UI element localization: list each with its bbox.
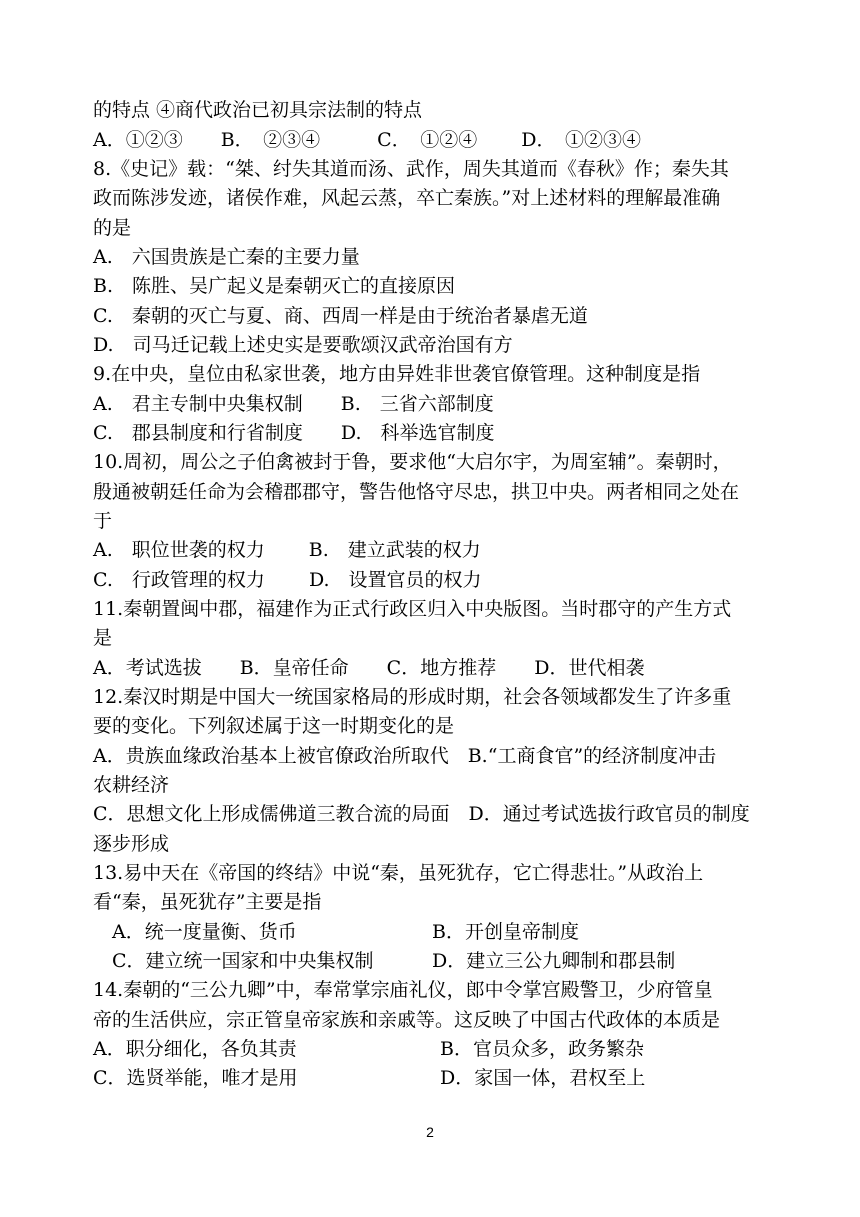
q13-option-c: C．建立统一国家和中央集权制 [112,950,374,972]
q14-option-a: A．职分细化，各负其责 [93,1038,297,1060]
text-line: 逐步形成 [93,833,170,855]
question-10: 10.周初，周公之子伯禽被封于鲁，要求他“大启尔宇，为周室辅”。秦朝时， [93,451,732,473]
text-line: 于 [93,510,113,532]
text-line: 帝的生活供应，宗正管皇帝家族和亲戚等。这反映了中国古代政体的本质是 [93,1009,721,1031]
text-line: 看“秦，虽死犹存”主要是指 [93,891,322,913]
text-line: 要的变化。下列叙述属于这一时期变化的是 [93,715,455,737]
option-line: C. 秦朝的灭亡与夏、商、西周一样是由于统治者暴虐无道 [93,305,588,327]
option-line: A. 职位世袭的权力 B. 建立武装的权力 [93,539,481,561]
question-9: 9.在中央，皇位由私家世袭，地方由异姓非世袭官僚管理。这种制度是指 [93,363,701,385]
text-line: 的是 [93,217,132,239]
text-line: 农耕经济 [93,774,170,796]
question-14: 14.秦朝的“三公九卿”中，奉常掌宗庙礼仪，郎中令掌宫殿警卫，少府管皇 [93,979,713,1001]
text-line: 政而陈涉发迹，诸侯作难，风起云蒸，卒亡秦族。”对上述材料的理解最准确 [93,187,721,209]
q14-option-c: C．选贤举能，唯才是用 [93,1067,298,1089]
q14-option-d: D．家国一体，君权至上 [440,1067,646,1089]
question-8: 8.《史记》载：“桀、纣失其道而汤、武作，周失其道而《春秋》作；秦失其 [93,158,729,180]
option-line: C. 郡县制度和行省制度 D. 科举选官制度 [93,422,495,444]
option-line: C．思想文化上形成儒佛道三教合流的局面 D．通过考试选拔行政官员的制度 [93,803,750,825]
text-line: 殷通被朝廷任命为会稽郡郡守，警告他恪守尽忠，拱卫中央。两者相同之处在 [93,481,740,503]
option-line: C. 行政管理的权力 D. 设置官员的权力 [93,569,482,591]
option-line: A. 君主专制中央集权制 B. 三省六部制度 [93,393,494,415]
question-13: 13.易中天在《帝国的终结》中说“秦，虽死犹存，它亡得悲壮。”从政治上 [93,862,704,884]
q13-option-a: A．统一度量衡、货币 [112,921,297,943]
option-line: D. 司马迁记载上述史实是要歌颂汉武帝治国有方 [93,334,513,356]
option-line: A．考试选拔 B．皇帝任命 C．地方推荐 D．世代相袭 [93,657,645,679]
text-line: A．①②③ B． ②③④ C． ①②④ D． ①②③④ [93,129,641,151]
q13-option-b: B．开创皇帝制度 [432,921,579,943]
question-11: 11.秦朝置闽中郡，福建作为正式行政区归入中央版图。当时郡守的产生方式 [93,598,732,620]
text-line: 的特点 ④商代政治已初具宗法制的特点 [93,99,423,121]
option-line: A．贵族血缘政治基本上被官僚政治所取代 B.“工商食官”的经济制度冲击 [93,745,717,767]
option-line: B. 陈胜、吴广起义是秦朝灭亡的直接原因 [93,275,456,297]
option-line: A. 六国贵族是亡秦的主要力量 [93,246,360,268]
question-12: 12.秦汉时期是中国大一统国家格局的形成时期，社会各领域都发生了许多重 [93,686,732,708]
page-number: 2 [426,1124,434,1140]
q13-option-d: D．建立三公九卿制和郡县制 [432,950,676,972]
text-line: 是 [93,627,113,649]
q14-option-b: B．官员众多，政务繁杂 [440,1038,644,1060]
